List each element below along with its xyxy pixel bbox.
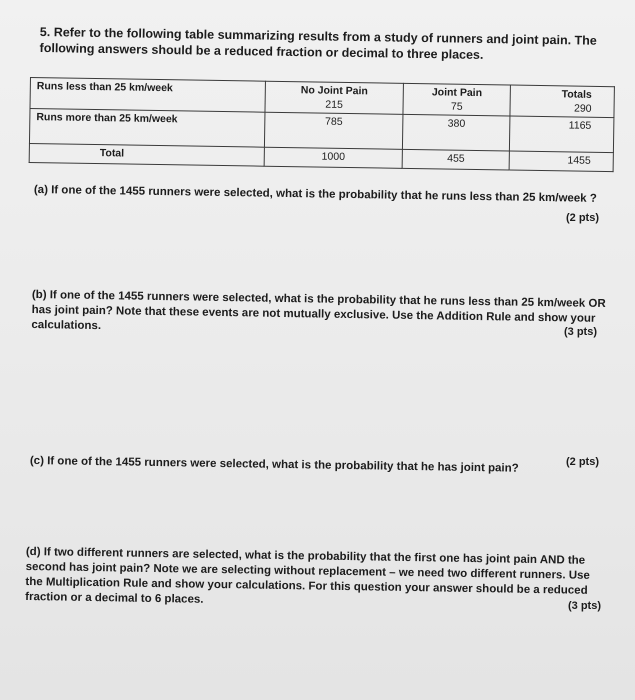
row-label-more-25: Runs more than 25 km/week <box>29 109 265 148</box>
question-a-points: (2 pts) <box>566 212 599 224</box>
cell-joint-pain-more-25: 380 <box>402 114 510 151</box>
cell-joint-pain-total: 455 <box>402 149 510 170</box>
header-no-joint-pain: No Joint Pain <box>300 84 368 98</box>
cell-joint-pain-less-25: Joint Pain 75 <box>403 83 511 116</box>
cell-total-less-25: Totals 290 <box>510 85 614 118</box>
row-label-less-25: Runs less than 25 km/week <box>30 78 265 113</box>
question-d: (d) If two different runners are selected, what is the probability that the first one has joint pain AND the second has joint pain? Note we are selecting without replacement – we need two different runners. Use the Multiplication Rule and show your calculations. For this question your answer should be a reduced fraction or a decimal to 6 places. <box>25 545 590 606</box>
cell-no-joint-pain-less-25: No Joint Pain 215 <box>265 81 403 114</box>
runners-table <box>29 77 615 172</box>
header-joint-pain: Joint Pain <box>431 86 483 100</box>
cell-no-joint-pain-more-25: 785 <box>264 112 403 149</box>
question-a: (a) If one of the 1455 runners were selected, what is the probability that he runs less than 25 km/week ? <box>33 183 597 205</box>
or-keyword: OR <box>588 297 606 311</box>
cell-no-joint-pain-total: 1000 <box>264 147 402 168</box>
question-d-points: (3 pts) <box>568 600 601 612</box>
problem-intro: 5. Refer to the following table summarizing results from a study of runners and joint pain. The following answers should be a reduced fraction or decimal to three places. <box>39 24 597 62</box>
question-c: (c) If one of the 1455 runners were selected, what is the probability that he has joint pain? <box>29 454 519 475</box>
question-b: (b) If one of the 1455 runners were selected, what is the probability that he runs less than 25 km/week OR has joint pain? Note that these events are not mutually exclusive. Use the Addition Rule and show your calculations. <box>31 288 606 333</box>
cell-grand-total: 1455 <box>509 151 613 172</box>
row-label-total: Total <box>29 143 264 166</box>
question-c-points: (2 pts) <box>566 456 599 468</box>
question-b-points: (3 pts) <box>564 326 597 338</box>
cell-total-more-25: 1165 <box>510 116 614 153</box>
header-totals: Totals <box>561 88 592 101</box>
